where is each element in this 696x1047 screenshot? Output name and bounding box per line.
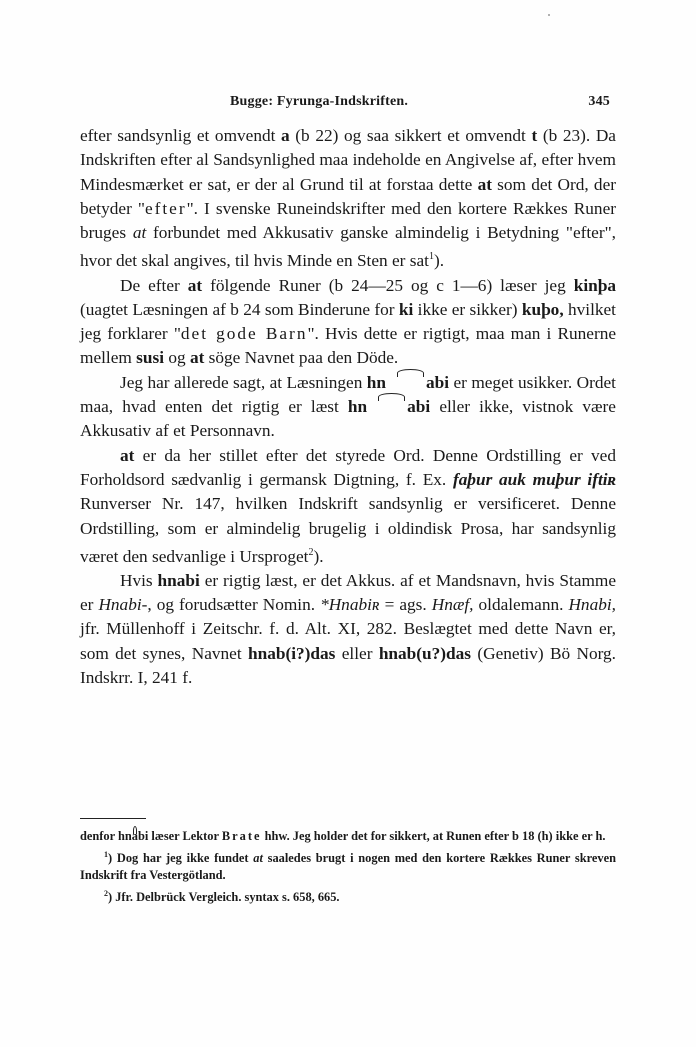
italic-word: Hnabi- — [98, 595, 148, 615]
speck — [548, 14, 550, 16]
text: eller — [335, 643, 379, 663]
text: ". Hvis dette er rigtigt, maa man i Runerne mellem — [80, 324, 617, 368]
footnote-divider — [80, 818, 146, 819]
text: efter sandsynlig et omvendt — [80, 126, 282, 145]
text: som det Ord, der betyder " — [80, 174, 616, 218]
text: söge Navnet paa den Döde. — [204, 348, 399, 368]
rune-word-hnabi — [118, 829, 148, 843]
running-header — [80, 94, 616, 114]
paragraph-1 — [80, 124, 616, 274]
rune-word-ki: ki — [398, 299, 414, 319]
text: , og forudsætter Nomin. — [147, 595, 321, 615]
paragraph-5 — [80, 569, 616, 690]
text: Runverser Nr. 147, hvilken Indskrift sandsynlig er versificeret. Denne Ordstilling, som er almindelig brugelig i oldindisk Prosa, har sandsynlig været den sedvanlige i Ursproget — [80, 494, 616, 566]
rune-word-kinpa: kinþa — [573, 275, 616, 295]
paragraph-4 — [80, 444, 616, 569]
rune-word-susi: susi — [136, 348, 165, 368]
paragraph-2 — [80, 274, 616, 371]
text: oldalemann. — [473, 595, 569, 615]
text: = ags. — [379, 595, 432, 615]
rune-word-at: at — [477, 174, 492, 194]
text: jfr. Müllenhoff i Zeitschr. f. d. Alt. XI, 282. Beslægtet med dette Navn er, som det synes, Navnet — [80, 619, 616, 663]
text: ) Jfr. Delbrück Vergleich. syntax s. 658, 665. — [108, 889, 340, 904]
text: (Genetiv) Bö Norg. Indskrr. I, 241 f. — [80, 643, 617, 688]
text: er rigtig læst, er det Akkus. af et Mandsnavn, hvis Stamme er — [80, 570, 617, 615]
rune-word-at: at — [187, 275, 203, 295]
rune-word-hnabi: hnabi — [157, 570, 200, 590]
text: er da her stillet efter det styrede Ord. Denne Ordstilling er ved Forholdsord sædvanlig i germansk Digtning, f. Ex. — [80, 445, 616, 489]
rune-word-at: at — [189, 348, 205, 368]
footnote-ref-2: 2 — [308, 546, 314, 558]
footnote-mark: 1 — [104, 849, 108, 859]
rune-word-hnabi — [367, 373, 449, 392]
text: hn — [347, 397, 368, 417]
spaced-word-efter: efter — [144, 198, 187, 218]
rune-word: hnab(i?)das — [247, 643, 336, 663]
text: Hvis — [120, 570, 158, 590]
footnote-ref-1: 1 — [428, 251, 434, 263]
bind-rune-a: a — [386, 371, 435, 395]
spaced-phrase: det gode Barn — [180, 324, 308, 344]
italic-quote: faþur auk muþur iftiʀ — [452, 469, 616, 489]
text: hhw. Jeg holder det for sikkert, at Runen efter b 18 (h) ikke er h. — [261, 829, 606, 843]
footnote-mark: 2 — [104, 888, 108, 898]
rune-word-hnabi — [348, 397, 430, 416]
text: De efter — [120, 275, 188, 295]
text: forbundet med Akkusativ ganske almindelig i Betydning "efter", hvor det skal angives, til hvis Minde en Sten er sat — [80, 223, 616, 271]
page-number: 345 — [588, 94, 610, 109]
main-text — [80, 124, 616, 690]
text: denfor — [80, 829, 118, 843]
bind-rune-a: a — [132, 828, 138, 846]
text: fölgende Runer (b 24—25 og c 1—6) læser jeg — [202, 275, 574, 295]
text: ). — [313, 546, 324, 566]
text: (b 23). Da Indskriften efter al Sandsynlighed maa indeholde en Angivelse af, efter hvem Mindesmærket er sat, er der al Grund til at forstaa dette — [80, 126, 616, 194]
author-name: Brate — [221, 829, 262, 843]
rune-a: a — [281, 126, 290, 145]
text: saaledes brugt i nogen med den kortere Rækkes Runer skreven Indskrift fra Vestergötland. — [80, 850, 616, 883]
italic-at: at — [253, 850, 263, 865]
rune-word: hnab(u?)das — [378, 643, 472, 663]
italic-word: Hnæf, — [431, 595, 474, 615]
rune-word-kupo: kuþo, — [521, 299, 564, 319]
text: læser Lektor — [148, 829, 222, 843]
text: eller ikke, vistnok være Akkusativ af et Personnavn. — [80, 397, 616, 441]
footnote-1 — [80, 846, 616, 885]
text: er meget usikker. Ordet maa, hvad enten det rigtig er læst — [80, 372, 616, 417]
text: ikke er sikker) — [413, 299, 522, 319]
footnote-2 — [80, 885, 616, 907]
text: hn — [366, 372, 386, 392]
footnote-continuation — [80, 828, 616, 846]
text: hn — [117, 829, 132, 843]
rune-word-at: at — [120, 445, 135, 465]
rune-t: t — [531, 126, 538, 145]
text: ). — [433, 251, 445, 271]
text: ". I svenske Runeindskrifter med den kortere Rækkes Runer bruges — [80, 198, 616, 243]
text: (uagtet Læsningen af b 24 som Binderune for — [80, 299, 399, 319]
italic-word: Hnabi, — [568, 595, 616, 615]
italic-word: *Hnabiʀ — [320, 595, 380, 615]
text: bi — [434, 372, 450, 392]
text: ) Dog har jeg ikke fundet — [108, 850, 254, 865]
text: bi — [137, 829, 149, 843]
text: (b 22) og saa sikkert et omvendt — [289, 126, 532, 145]
bind-rune-a: a — [367, 395, 416, 419]
paragraph-3 — [80, 371, 616, 444]
italic-at: at — [132, 223, 147, 243]
text: og — [164, 348, 190, 368]
footnotes — [80, 828, 616, 906]
text: hvilket jeg forklarer " — [80, 299, 616, 344]
text: Jeg har allerede sagt, at Læsningen — [120, 372, 367, 392]
running-title: Bugge: Fyrunga-Indskriften. — [230, 94, 409, 109]
text: bi — [415, 397, 431, 417]
